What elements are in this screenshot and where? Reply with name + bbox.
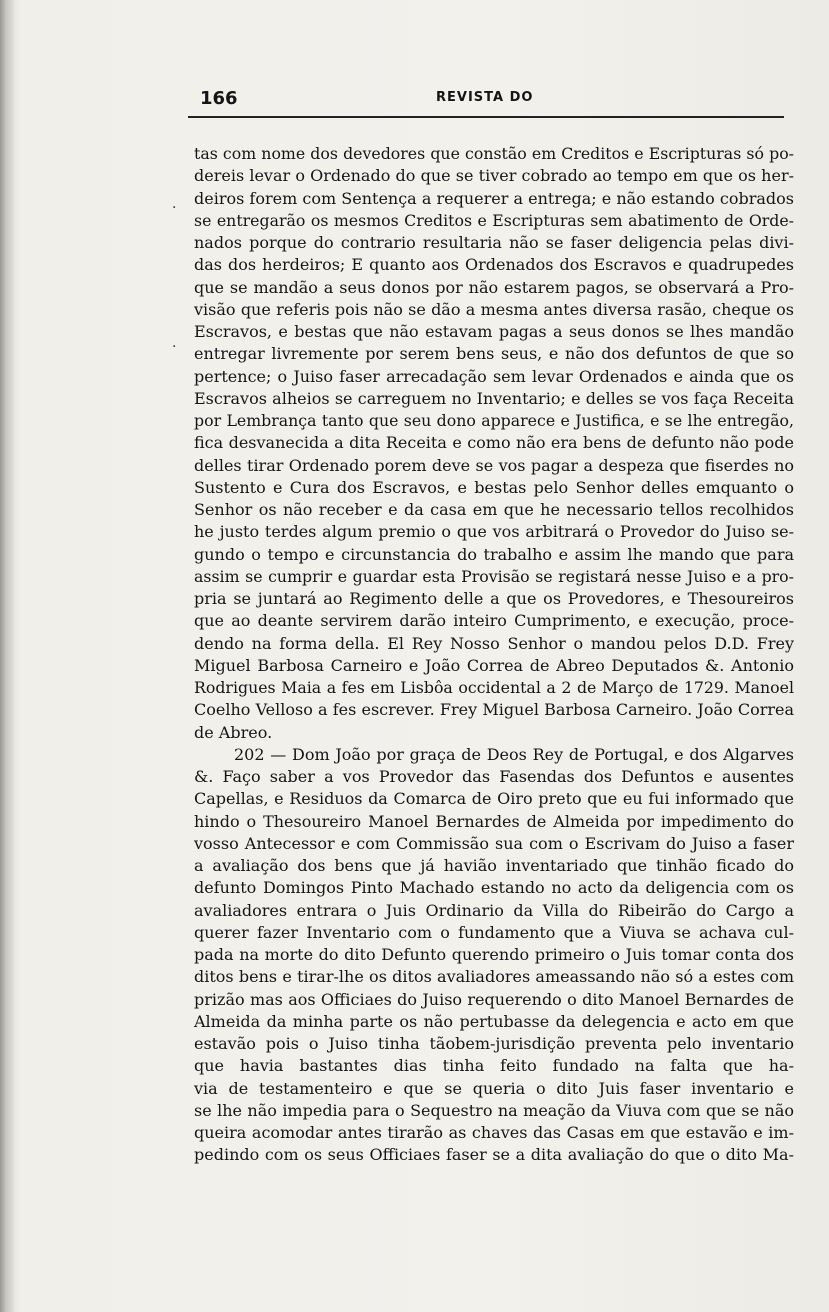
margin-dot: . — [172, 335, 177, 351]
text-line: pada na morte do dito Defunto querendo primeiro o Juis tomar conta dos — [194, 945, 794, 964]
header-rule — [188, 116, 784, 118]
text-line: ditos bens e tirar-lhe os ditos avaliadores ameassando não só a estes com — [194, 967, 794, 987]
text-line: estavão pois o Juiso tinha tãobem-jurisdição preventa pelo inventario — [194, 1034, 794, 1053]
text-line: entregar livremente por serem bens seus, e não dos defuntos de que so — [194, 344, 794, 364]
text-line: assim se cumprir e guardar esta Provisão se registará nesse Juiso e a pro- — [194, 566, 794, 586]
text-line: querer fazer Inventario com o fundamento que a Viuva se achava cul- — [194, 922, 794, 942]
text-line: que ao deante servirem darão inteiro Cumprimento, e execução, proce- — [194, 611, 794, 631]
text-line: de Abreo. — [194, 722, 273, 742]
text-line: queira acomodar antes tirarão as chaves das Casas em que estavão e im- — [194, 1123, 794, 1142]
text-line: prizão mas aos Officiaes do Juiso requerendo o dito Manoel Bernardes de — [194, 989, 794, 1009]
text-line: se entregarão os mesmos Creditos e Escripturas sem abatimento de Orde- — [194, 210, 794, 230]
text-line: Almeida da minha parte os não pertubasse da delegencia e acto em que — [194, 1011, 794, 1031]
text-line: nados porque do contrario resultaria não se faser deligencia pelas divi- — [194, 233, 794, 252]
text-line: 202 — Dom João por graça de Deos Rey de Portugal, e dos Algarves — [234, 744, 794, 764]
text-line: que havia bastantes dias tinha feito fundado na falta que ha- — [194, 1056, 794, 1076]
running-head: REVISTA DO — [436, 90, 534, 105]
page-binding-shadow — [0, 0, 14, 1312]
text-line: pria se juntará ao Regimento delle a que os Provedores, e Thesoureiros — [194, 589, 794, 608]
text-line: deiros forem com Sentença a requerer a entrega; e não estando cobrados — [194, 188, 794, 208]
text-line: defunto Domingos Pinto Machado estando no acto da deligencia com os — [194, 878, 794, 898]
text-line: dendo na forma della. El Rey Nosso Senhor o mandou pelos D.D. Frey — [194, 633, 794, 653]
text-line: pertence; o Juiso faser arrecadação sem levar Ordenados e ainda que os — [194, 366, 794, 386]
text-line: delles tirar Ordenado porem deve se vos pagar a despeza que fiserdes no — [194, 455, 794, 475]
text-line: Rodrigues Maia a fes em Lisbôa occidental a 2 de Março de 1729. Manoel — [194, 678, 794, 697]
text-line: &. Faço saber a vos Provedor das Fasendas dos Defuntos e ausentes — [194, 767, 794, 786]
text-line: avaliadores entrara o Juis Ordinario da Villa do Ribeirão do Cargo a — [194, 900, 794, 920]
text-line: Coelho Velloso a fes escrever. Frey Miguel Barbosa Carneiro. João Correa — [194, 700, 794, 720]
text-line: via de testamenteiro e que se queria o dito Juis faser inventario e — [194, 1078, 794, 1098]
text-line: dereis levar o Ordenado do que se tiver cobrado ao tempo em que os her- — [194, 166, 794, 186]
text-line: Senhor os não receber e da casa em que he necessario tellos recolhidos — [194, 500, 794, 519]
text-line: Escravos alheios se carreguem no Inventario; e delles se vos faça Receita — [194, 388, 794, 408]
text-line: Miguel Barbosa Carneiro e João Correa de Abreo Deputados &. Antonio — [194, 655, 794, 675]
text-line: Capellas, e Residuos da Comarca de Oiro preto que eu fui informado que — [194, 789, 794, 809]
text-line: Escravos, e bestas que não estavam pagas a seus donos se lhes mandão — [194, 322, 794, 341]
text-line: he justo terdes algum premio o que vos arbitrará o Provedor do Juiso se- — [194, 522, 794, 542]
text-line: pedindo com os seus Officiaes faser se a dita avaliação do que o dito Ma- — [194, 1145, 794, 1165]
text-line: visão que referis pois não se dão a mesma antes diversa rasão, cheque os — [194, 299, 794, 319]
text-line: das dos herdeiros; E quanto aos Ordenados dos Escravos e quadrupedes — [194, 255, 794, 275]
text-line: hindo o Thesoureiro Manoel Bernardes de Almeida por impedimento do — [194, 811, 794, 831]
page-header — [188, 86, 784, 112]
text-line: a avaliação dos bens que já havião inventariado que tinhão ficado do — [194, 856, 794, 875]
body-text — [194, 143, 794, 1167]
text-line: fica desvanecida a dita Receita e como não era bens de defunto não pode — [194, 433, 794, 453]
text-line: se lhe não impedia para o Sequestro na meação da Viuva com que se não — [194, 1100, 794, 1120]
margin-dot: · — [172, 200, 177, 216]
text-line: vosso Antecessor e com Commissão sua com o Escrivam do Juiso a faser — [194, 833, 794, 853]
page-number: 166 — [200, 88, 238, 109]
text-line: tas com nome dos devedores que constão em Creditos e Escripturas só po- — [194, 144, 794, 163]
text-line: por Lembrança tanto que seu dono apparece e Justifica, e se lhe entregão, — [194, 411, 794, 430]
text-line: que se mandão a seus donos por não estarem pagos, se observará a Pro- — [194, 277, 794, 297]
text-line: Sustento e Cura dos Escravos, e bestas pelo Senhor delles emquanto o — [194, 477, 794, 497]
text-line: gundo o tempo e circunstancia do trabalho e assim lhe mando que para — [194, 544, 794, 564]
